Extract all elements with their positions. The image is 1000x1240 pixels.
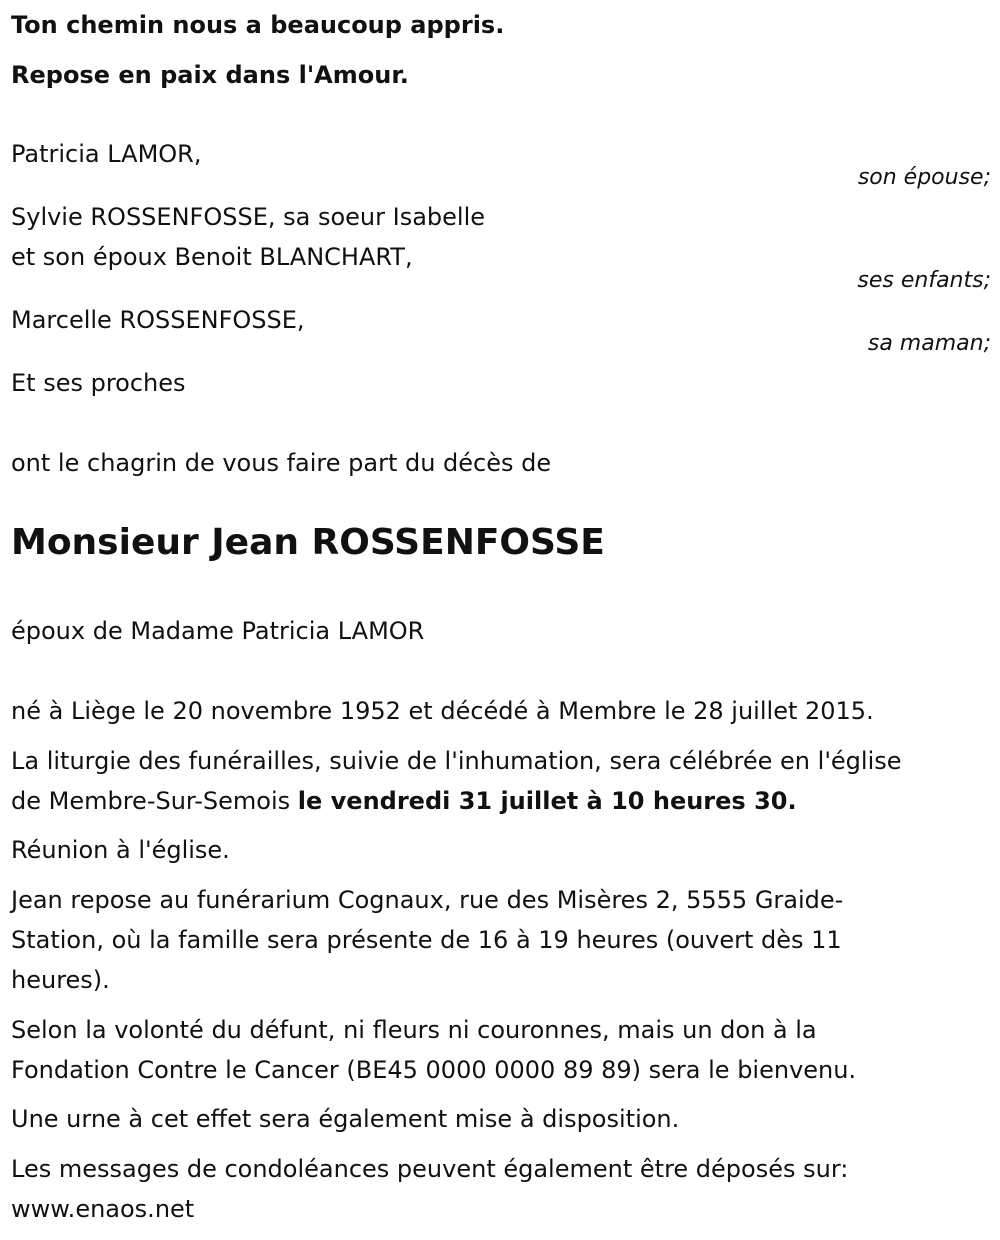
family-member-children-line-2: et son époux Benoit BLANCHART, [11,243,413,271]
family-member-children-line-1: Sylvie ROSSENFOSSE, sa soeur Isabelle [11,203,485,231]
deceased-name: Monsieur Jean ROSSENFOSSE [11,522,605,563]
announcement-line: ont le chagrin de vous faire part du décès de [11,449,552,477]
funerarium-line-3: heures). [11,966,110,994]
liturgy-place: de Membre-Sur-Semois [11,787,298,815]
family-member-mother: Marcelle ROSSENFOSSE, [11,306,305,334]
quote-line-1: Ton chemin nous a beaucoup appris. [11,11,505,39]
obituary-notice [11,0,991,1240]
relatives-line: Et ses proches [11,369,186,397]
liturgy-date: le vendredi 31 juillet à 10 heures 30. [297,787,797,815]
quote-line-2: Repose en paix dans l'Amour. [11,61,409,89]
family-member-spouse: Patricia LAMOR, [11,140,202,168]
liturgy-paragraph [11,741,991,821]
donation-line-1: Selon la volonté du défunt, ni fleurs ni couronnes, mais un don à la [11,1016,817,1044]
urn-line: Une urne à cet effet sera également mise à disposition. [11,1105,680,1133]
liturgy-line-1: La liturgie des funérailles, suivie de l'inhumation, sera célébrée en l'église [11,747,902,775]
funerarium-paragraph [11,880,991,1000]
condolences-line-1: Les messages de condoléances peuvent également être déposés sur: [11,1155,849,1183]
family-role-spouse: son épouse; [857,165,991,190]
donation-line-2: Fondation Contre le Cancer (BE45 0000 0000 89 89) sera le bienvenu. [11,1056,857,1084]
family-role-mother: sa maman; [867,331,991,356]
funerarium-line-2: Station, où la famille sera présente de 16 à 19 heures (ouvert dès 11 [11,926,842,954]
liturgy-line-2 [11,781,991,821]
family-role-children: ses enfants; [857,268,991,293]
funerarium-line-1: Jean repose au funérarium Cognaux, rue des Misères 2, 5555 Graide- [11,886,844,914]
condolences-website-link[interactable]: www.enaos.net [11,1195,195,1223]
reunion-line: Réunion à l'église. [11,836,230,864]
condolences-paragraph [11,1149,991,1229]
birth-death-line: né à Liège le 20 novembre 1952 et décédé à Membre le 28 juillet 2015. [11,697,874,725]
deceased-spouse: époux de Madame Patricia LAMOR [11,617,425,645]
donation-paragraph [11,1010,991,1090]
